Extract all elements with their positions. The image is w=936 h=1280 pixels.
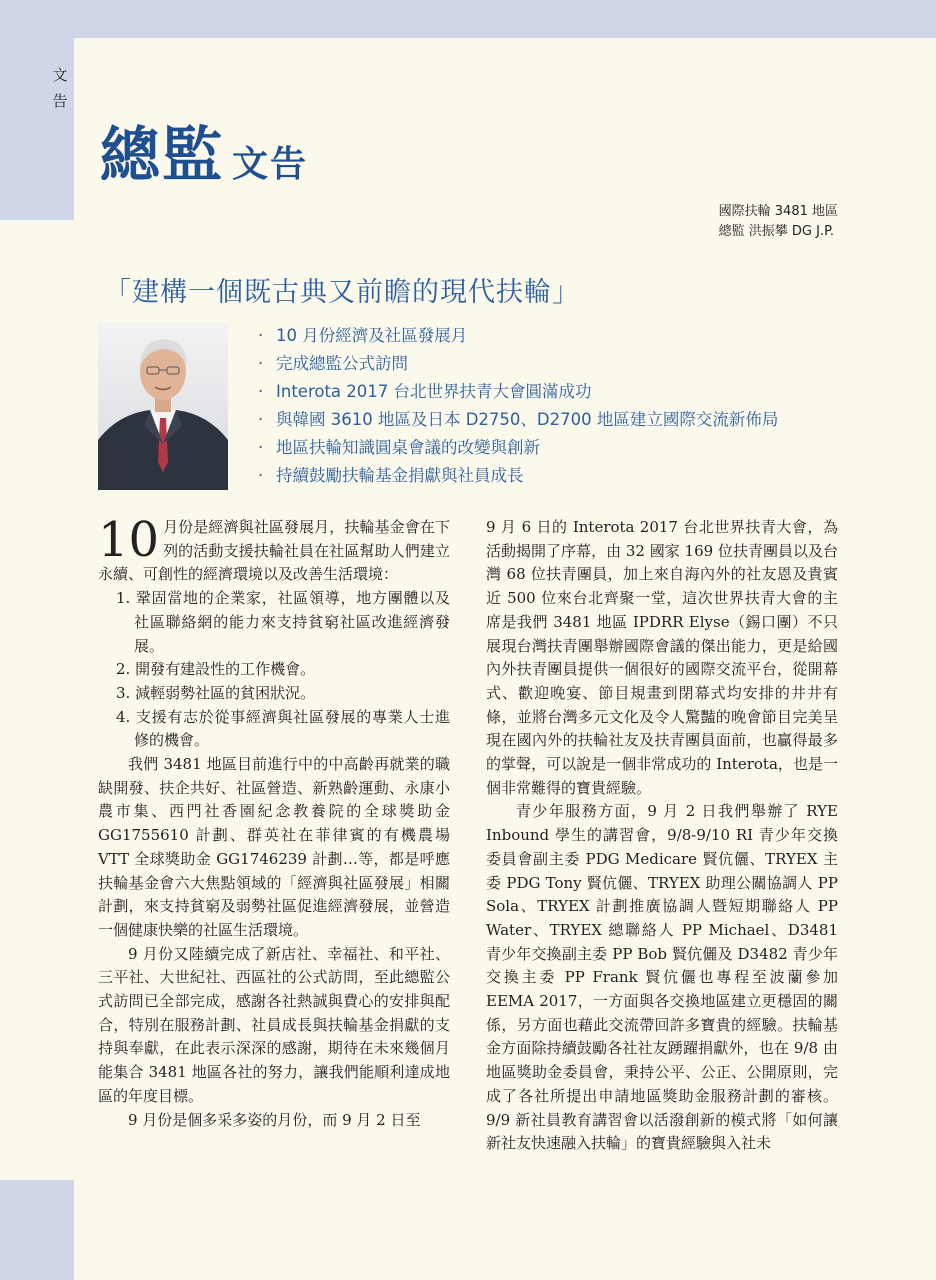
bullet-dot-icon: · xyxy=(258,354,264,373)
article-subtitle: 「建構一個既古典又前瞻的現代扶輪」 xyxy=(104,277,580,308)
body-paragraph: 我們 3481 地區目前進行中的中高齡再就業的職缺開發、扶企共好、社區營造、新熟齡運動、永康小農市集、西門社香園紀念教養院的全球獎助金 GG1755610 計劃、群英社在菲律賓的有機農場 VTT 全球獎助金 GG1746239 計劃…等，都是呼應扶輪基金會六大焦點領域的「經濟與社區發展」相關計劃，來支持貧窮及弱勢社區促進經濟發展，並營造一個健康快樂的社區生活環境。 xyxy=(98,755,450,939)
highlight-item xyxy=(258,378,778,406)
list-item: 2. 開發有建設性的工作機會。 xyxy=(116,660,316,679)
bottom-color-block xyxy=(0,1180,74,1280)
highlight-text: 完成總監公式訪問 xyxy=(276,354,408,373)
body-paragraph: 9 月份是個多采多姿的月份，而 9 月 2 日至 xyxy=(128,1110,421,1129)
highlight-item xyxy=(258,406,778,434)
highlight-text: Interota 2017 台北世界扶青大會圓滿成功 xyxy=(276,382,592,401)
body-paragraph: 9 月份又陸續完成了新店社、幸福社、和平社、三平社、大世紀社、西區社的公式訪問，至此總監公式訪問已全部完成，感謝各社熱誠與費心的安排與配合，特別在服務計劃、社員成長與扶輪基金捐獻的支持與奉獻，在此表示深深的感謝，期待在未來幾個月能集合 3481 地區各社的努力，讓我們能順利達成地區的年度目標。 xyxy=(98,944,450,1105)
highlight-text: 持續鼓勵扶輪基金捐獻與社員成長 xyxy=(276,466,524,485)
highlight-item xyxy=(258,434,778,462)
list-item: 1. 鞏固當地的企業家，社區領導，地方團體以及社區聯絡網的能力來支持貧窮社區改進經濟發展。 xyxy=(116,589,450,655)
page-title xyxy=(100,108,308,194)
section-label xyxy=(52,62,68,114)
bullet-dot-icon: · xyxy=(258,466,264,485)
section-label-char: 告 xyxy=(52,92,68,110)
section-label-char: 文 xyxy=(52,66,68,84)
article-column-right xyxy=(486,516,838,1156)
top-color-strip xyxy=(0,0,936,38)
bullet-dot-icon: · xyxy=(258,326,264,345)
highlight-item xyxy=(258,322,778,350)
body-paragraph: 青少年服務方面，9 月 2 日我們舉辦了 RYE Inbound 學生的講習會，9/8-9/10 RI 青少年交換委員會副主委 PDG Medicare 賢伉儷、TRYEX 主委 PDG Tony 賢伉儷、TRYEX 助理公關協調人 PP Sola、TRYEX 計劃推廣協調人暨短期聯絡人 PP Water、TRYEX 總聯絡人 PP Michael、D3481 青少年交換副主委 PP Bob 賢伉儷及 D3482 青少年交換主委 PP Frank 賢伉儷也專程至波蘭參加 EEMA 2017，一方面與各交換地區建立更穩固的關係，另方面也藉此交流帶回許多寶貴的經驗。扶輪基金方面除持續鼓勵各社社友踴躍捐獻外，也在 9/8 由地區獎助金委員會，秉持公平、公正、公開原則，完成了各社所提出申請地區獎助金服務計劃的審核。9/9 新社員教育講習會以活潑創新的模式將「如何讓新社友快速融入扶輪」的寶貴經驗與入社未 xyxy=(486,802,838,1153)
byline-author: 總監 洪振攀 DG J.P. xyxy=(718,224,835,239)
bullet-dot-icon: · xyxy=(258,438,264,457)
bullet-dot-icon: · xyxy=(258,410,264,429)
highlight-text: 地區扶輪知識圓桌會議的改變與創新 xyxy=(276,438,540,457)
body-paragraph: 9 月 6 日的 Interota 2017 台北世界扶青大會，為活動揭開了序幕，由 32 國家 169 位扶青團員以及台灣 68 位扶青團員，加上來自海內外的社友恩及貴賓近 500 位來台北齊聚一堂，這次世界扶青大會的主席是我們 3481 地區 IPDRR Elyse（錫口團）不只展現台灣扶青團舉辦國際會議的傑出能力，更是給國內外扶青團員提供一個很好的國際交流平台，從開幕式、歡迎晚宴、節目規畫到閉幕式均安排的井井有條，並將台灣多元文化及令人驚豔的晚會節目完美呈現在國內外的扶輪社友及扶青團員面前，也贏得最多的掌聲，可以說是一個非常成功的 Interota，也是一個非常難得的寶貴經驗。 xyxy=(486,518,838,797)
highlight-item xyxy=(258,350,778,378)
portrait-illustration xyxy=(98,322,228,490)
highlight-list xyxy=(258,322,778,490)
title-main: 總監 xyxy=(100,121,224,191)
article-column-left xyxy=(98,512,450,1132)
drop-cap: 10 xyxy=(98,512,160,568)
byline-district: 國際扶輪 3481 地區 xyxy=(718,204,838,219)
intro-paragraph xyxy=(98,512,450,587)
highlight-item xyxy=(258,462,778,490)
bullet-dot-icon: · xyxy=(258,382,264,401)
author-byline xyxy=(719,202,838,242)
highlight-text: 與韓國 3610 地區及日本 D2750、D2700 地區建立國際交流新佈局 xyxy=(276,410,779,429)
highlight-text: 10 月份經濟及社區發展月 xyxy=(276,326,468,345)
support-list xyxy=(98,587,450,753)
intro-text: 月份是經濟與社區發展月，扶輪基金會在下列的活動支援扶輪社員在社區幫助人們建立永續、可創性的經濟環境以及改善生活環境： xyxy=(98,518,450,584)
title-sub: 文告 xyxy=(232,144,309,185)
list-item: 4. 支援有志於從事經濟與社區發展的專業人士進修的機會。 xyxy=(116,707,450,750)
portrait-photo xyxy=(98,322,228,490)
list-item: 3. 減輕弱勢社區的貧困狀況。 xyxy=(116,683,316,702)
